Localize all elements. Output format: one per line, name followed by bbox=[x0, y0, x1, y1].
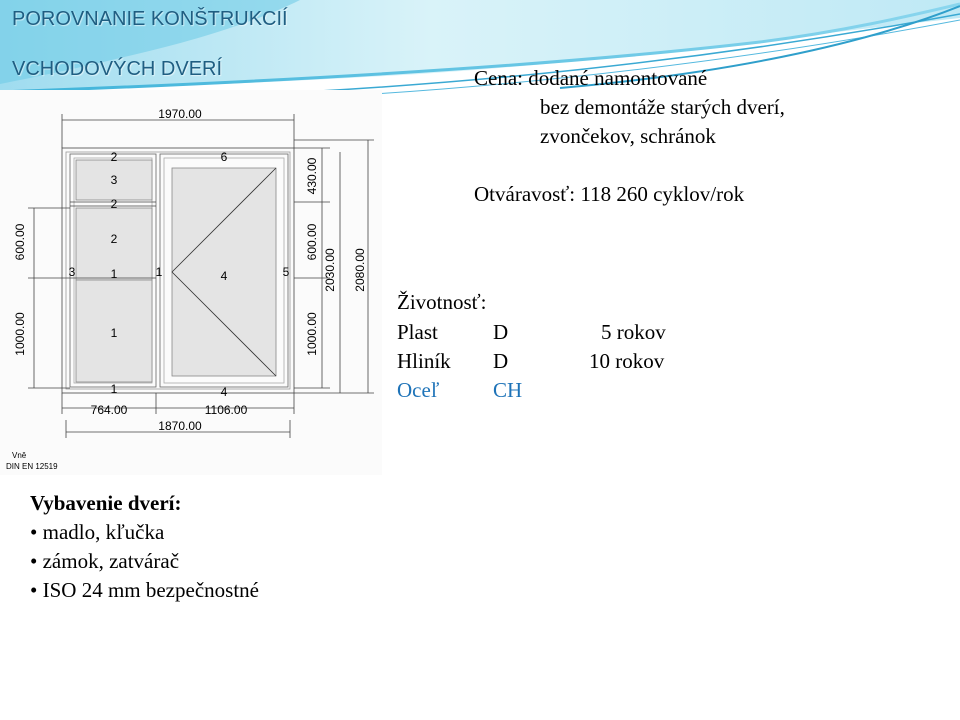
lifetime-grade: CH bbox=[493, 378, 523, 402]
equipment-item: • ISO 24 mm bezpečnostné bbox=[30, 578, 259, 602]
dim-left-panel: 764.00 bbox=[90, 403, 128, 417]
panel-label: 5 bbox=[282, 265, 290, 279]
lifetime-grade: D bbox=[493, 320, 509, 344]
dim-right-mid: 600.00 bbox=[305, 223, 319, 261]
lifetime-years: 5 rokov bbox=[601, 320, 666, 344]
panel-label: 6 bbox=[220, 150, 228, 164]
equipment-item-text: ISO 24 mm bezpečnostné bbox=[42, 578, 259, 602]
equipment-item: • madlo, kľučka bbox=[30, 520, 165, 544]
lifetime-grade: D bbox=[493, 349, 509, 373]
lifetime-heading: Životnosť: bbox=[397, 290, 487, 314]
price-line3: zvončekov, schránok bbox=[540, 124, 716, 148]
equipment-heading: Vybavenie dverí: bbox=[30, 491, 182, 515]
dim-right-total-inner: 2030.00 bbox=[323, 248, 337, 292]
panel-label: 1 bbox=[110, 382, 118, 396]
lifetime-material: Oceľ bbox=[397, 378, 440, 402]
equipment-item-text: madlo, kľučka bbox=[42, 520, 165, 544]
dim-right-low: 1000.00 bbox=[305, 312, 319, 356]
dim-left-lower: 1000.00 bbox=[13, 312, 27, 356]
panel-label: 3 bbox=[110, 173, 118, 187]
equipment-item: • zámok, zatvárač bbox=[30, 549, 180, 573]
slide-title-line2: VCHODOVÝCH DVERÍ bbox=[12, 58, 223, 80]
panel-label: 2 bbox=[110, 150, 118, 164]
lifetime-material: Hliník bbox=[397, 349, 451, 373]
dim-top-width: 1970.00 bbox=[158, 107, 202, 121]
dim-right-panel: 1106.00 bbox=[204, 403, 248, 417]
lifetime-years: 10 rokov bbox=[589, 349, 665, 373]
slide-title-line1: POROVNANIE KONŠTRUKCIÍ bbox=[12, 8, 288, 30]
panel-label: 4 bbox=[220, 385, 228, 399]
opening-cycles: Otváravosť: 118 260 cyklov/rok bbox=[474, 182, 745, 206]
panel-label: 1 bbox=[155, 265, 163, 279]
panel-label: 1 bbox=[110, 326, 118, 340]
panel-label: 2 bbox=[110, 197, 118, 211]
panel-label: 1 bbox=[110, 267, 118, 281]
view-label: Vně bbox=[12, 451, 27, 460]
panel-label: 4 bbox=[220, 269, 228, 283]
dim-left-upper: 600.00 bbox=[13, 223, 27, 261]
dim-bottom-width: 1870.00 bbox=[158, 419, 202, 433]
price-line2: bez demontáže starých dverí, bbox=[540, 95, 785, 119]
dim-right-total-outer: 2080.00 bbox=[353, 248, 367, 292]
equipment-item-text: zámok, zatvárač bbox=[42, 549, 180, 573]
panel-label: 3 bbox=[68, 265, 76, 279]
price-line1: Cena: dodané namontované bbox=[474, 66, 708, 90]
door-technical-drawing bbox=[0, 90, 382, 475]
norm-label: DIN EN 12519 bbox=[6, 462, 58, 471]
dim-right-top: 430.00 bbox=[305, 157, 319, 195]
panel-label: 2 bbox=[110, 232, 118, 246]
lifetime-material: Plast bbox=[397, 320, 438, 344]
